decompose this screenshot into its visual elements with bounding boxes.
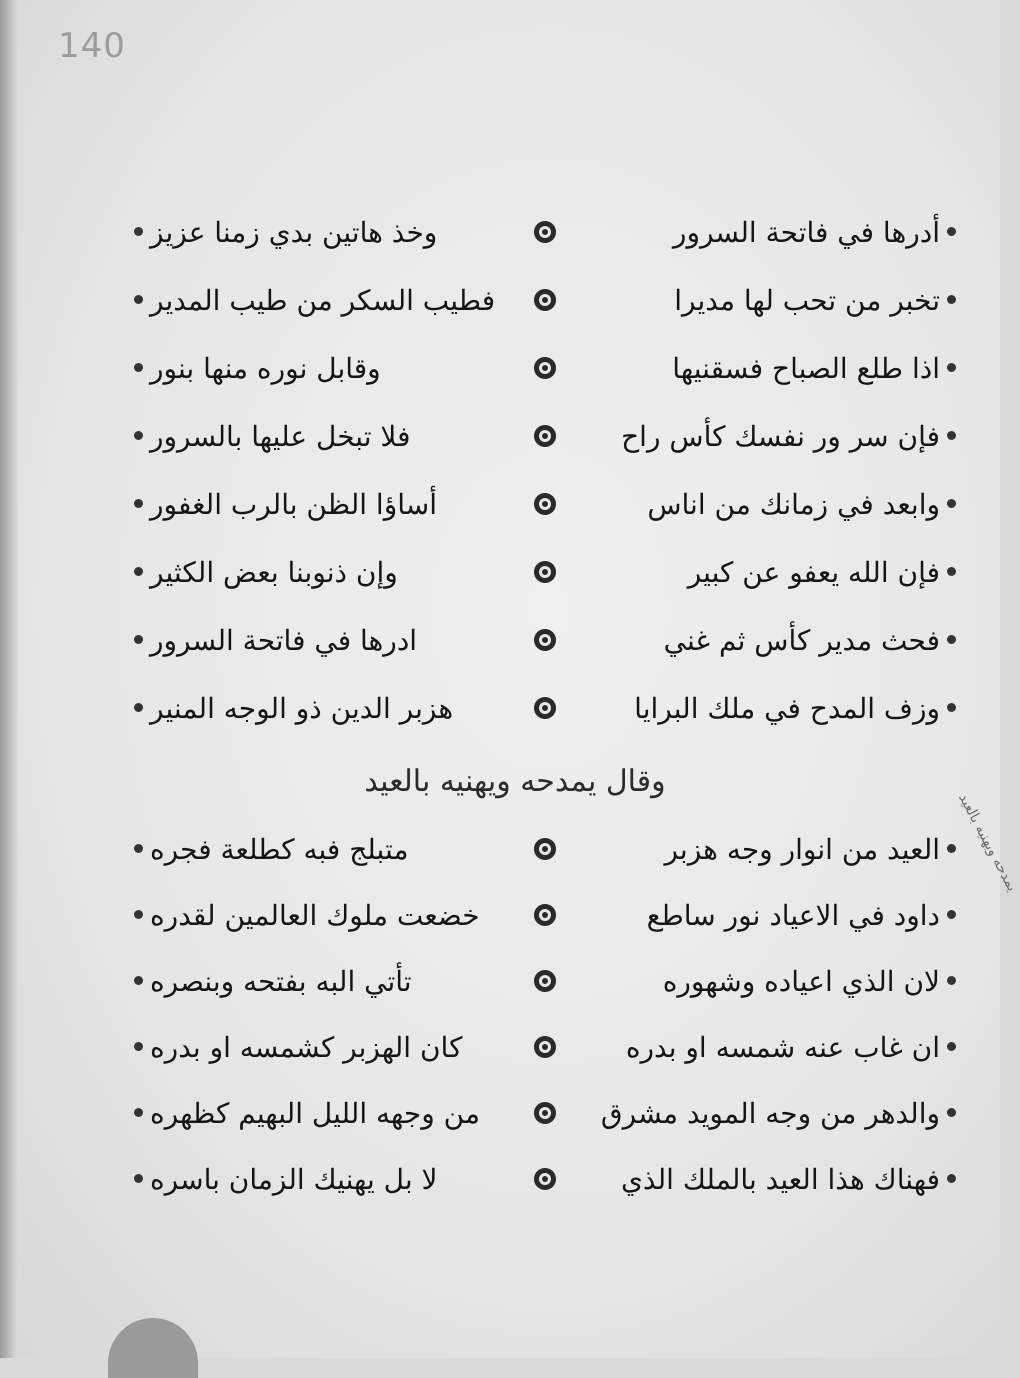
verse-end-dot-icon	[134, 227, 143, 236]
hemistich-separator-icon	[534, 697, 556, 719]
verse-start-dot-icon	[947, 703, 956, 712]
verse-line	[150, 888, 940, 944]
verse-line	[150, 1086, 940, 1142]
hemistich-separator-icon	[534, 221, 556, 243]
first-hemistich: وابعد في زمانك من اناس	[647, 488, 940, 521]
verse-start-dot-icon	[947, 1108, 956, 1117]
second-hemistich: خضعت ملوك العالمين لقدره	[150, 899, 480, 932]
verse-line	[150, 954, 940, 1010]
verse-line	[150, 545, 940, 601]
verse-start-dot-icon	[947, 227, 956, 236]
hemistich-separator-icon	[534, 357, 556, 379]
verse-line	[150, 409, 940, 465]
hemistich-separator-icon	[534, 1036, 556, 1058]
verse-end-dot-icon	[134, 703, 143, 712]
second-hemistich: كان الهزبر كشمسه او بدره	[150, 1031, 463, 1064]
first-hemistich: العيد من انوار وجه هزبر	[664, 833, 940, 866]
first-hemistich: فإن سر ور نفسك كأس راح	[621, 420, 940, 453]
verse-line	[150, 273, 940, 329]
first-hemistich: وزف المدح في ملك البرايا	[634, 692, 940, 725]
second-hemistich: متبلج فبه كطلعة فجره	[150, 833, 409, 866]
second-hemistich: هزبر الدين ذو الوجه المنير	[150, 692, 454, 725]
hemistich-separator-icon	[534, 425, 556, 447]
second-hemistich: وإن ذنوبنا بعض الكثير	[150, 556, 398, 589]
verse-end-dot-icon	[134, 363, 143, 372]
hemistich-separator-icon	[534, 970, 556, 992]
verse-end-dot-icon	[134, 910, 143, 919]
verse-start-dot-icon	[947, 1042, 956, 1051]
verse-end-dot-icon	[134, 976, 143, 985]
hemistich-separator-icon	[534, 493, 556, 515]
verse-line	[150, 822, 940, 878]
verse-start-dot-icon	[947, 295, 956, 304]
verse-start-dot-icon	[947, 976, 956, 985]
first-hemistich: تخبر من تحب لها مديرا	[674, 284, 940, 317]
hemistich-separator-icon	[534, 904, 556, 926]
margin-note: يمدحه ويهنيه بالعيد	[955, 790, 1020, 895]
first-hemistich: فهناك هذا العيد بالملك الذي	[621, 1163, 940, 1196]
hemistich-separator-icon	[534, 289, 556, 311]
verse-line	[150, 1152, 940, 1208]
verse-start-dot-icon	[947, 1174, 956, 1183]
second-hemistich: لا بل يهنيك الزمان باسره	[150, 1163, 438, 1196]
verse-start-dot-icon	[947, 363, 956, 372]
verse-end-dot-icon	[134, 844, 143, 853]
verse-line	[150, 205, 940, 261]
verse-start-dot-icon	[947, 567, 956, 576]
poem-heading: وقال يمدحه ويهنيه بالعيد	[364, 764, 666, 799]
verse-start-dot-icon	[947, 431, 956, 440]
hemistich-separator-icon	[534, 1168, 556, 1190]
second-hemistich: ادرها في فاتحة السرور	[150, 624, 418, 657]
verse-end-dot-icon	[134, 567, 143, 576]
first-hemistich: ان غاب عنه شمسه او بدره	[625, 1031, 940, 1064]
verse-start-dot-icon	[947, 635, 956, 644]
second-hemistich: أساؤا الظن بالرب الغفور	[150, 488, 437, 521]
first-hemistich: لان الذي اعياده وشهوره	[662, 965, 940, 998]
hemistich-separator-icon	[534, 838, 556, 860]
second-hemistich: فلا تبخل عليها بالسرور	[150, 420, 411, 453]
hemistich-separator-icon	[534, 561, 556, 583]
page-spine-shadow	[0, 0, 18, 1358]
verse-line	[150, 613, 940, 669]
verse-line	[150, 341, 940, 397]
verse-line	[150, 681, 940, 737]
second-hemistich: فطيب السكر من طيب المدير	[150, 284, 496, 317]
thumb-shadow	[108, 1318, 198, 1378]
second-hemistich: تأتي البه بفتحه وبنصره	[150, 965, 412, 998]
first-hemistich: فحث مدير كأس ثم غني	[663, 624, 940, 657]
second-hemistich: وخذ هاتين بدي زمنا عزيز	[150, 216, 438, 249]
verse-end-dot-icon	[134, 295, 143, 304]
first-hemistich: فإن الله يعفو عن كبير	[687, 556, 940, 589]
first-hemistich: اذا طلع الصباح فسقنيها	[672, 352, 940, 385]
verse-end-dot-icon	[134, 1042, 143, 1051]
second-hemistich: وقابل نوره منها بنور	[150, 352, 381, 385]
verse-start-dot-icon	[947, 499, 956, 508]
verse-line	[150, 477, 940, 533]
verse-end-dot-icon	[134, 635, 143, 644]
first-hemistich: أدرها في فاتحة السرور	[672, 216, 940, 249]
verse-end-dot-icon	[134, 1108, 143, 1117]
hemistich-separator-icon	[534, 629, 556, 651]
verse-end-dot-icon	[134, 431, 143, 440]
first-hemistich: والدهر من وجه المويد مشرق	[600, 1097, 940, 1130]
verse-end-dot-icon	[134, 499, 143, 508]
hemistich-separator-icon	[534, 1102, 556, 1124]
first-hemistich: داود في الاعياد نور ساطع	[646, 899, 940, 932]
folio-number: 140	[58, 26, 126, 66]
verse-line	[150, 1020, 940, 1076]
second-hemistich: من وجهه الليل البهيم كظهره	[150, 1097, 480, 1130]
verse-end-dot-icon	[134, 1174, 143, 1183]
